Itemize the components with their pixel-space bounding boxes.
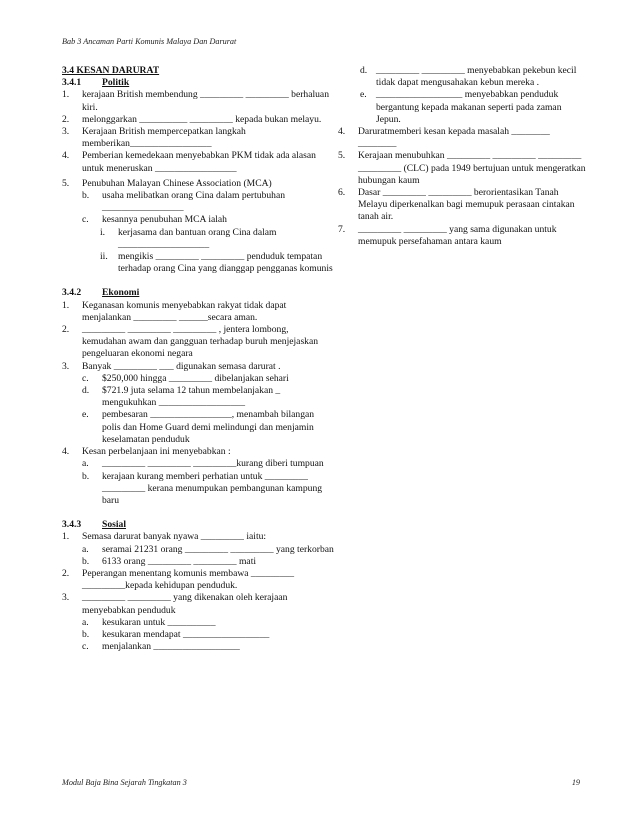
list-item: 4. Kesan perbelanjaan ini menyebabkan : [62, 446, 231, 458]
sub-item: a. seramai 21231 orang _________ _________ yang terkorban [82, 543, 334, 555]
list-item: 2. melonggarkan __________ _________ kepada bukan melayu. [62, 113, 322, 125]
sub-item: a. _________ _________ _________kurang diberi tumpuan [82, 458, 324, 470]
sosial-title: Sosial [102, 519, 126, 531]
right-column [338, 65, 588, 248]
list-item: 1. Semasa darurat banyak nyawa _________ iaitu: [62, 531, 267, 543]
list-item: 2. Peperangan menentang komunis membawa _________ _________kepada kehidupan penduduk. [62, 567, 295, 592]
list-item: 4. Pemberian kemedekaan menyebabkan PKM tidak ada alasan untuk meneruskan _________________ [62, 150, 316, 174]
ekonomi-number: 3.4.2 [62, 287, 82, 299]
politik-title: Politik [102, 77, 130, 89]
list-item: 1. Keganasan komunis menyebabkan rakyat tidak dapat menjalankan _________ ______secara aman. [62, 299, 287, 323]
section-title: 3.4 KESAN DARURAT [62, 65, 160, 76]
sub-item: b. 6133 orang _________ _________ mati [82, 555, 257, 567]
list-item: 3. Kerajaan British mempercepatkan langkah memberikan_________________ [62, 126, 246, 150]
sub-item: c. kesannya penubuhan MCA ialah [82, 214, 227, 226]
list-item: 1. kerajaan British membendung _________ _________ berhaluan kiri. [62, 89, 329, 113]
list-item: 6. Dasar _________ _________ berorientasikan Tanah Melayu diperkenalkan bagi memupuk perasaan cintakan tanah air. [338, 187, 575, 223]
politik-number: 3.4.1 [62, 77, 82, 89]
list-item: 4. Daruratmemberi kesan kepada masalah ________ ________ [338, 126, 550, 150]
sub-item: c. $250,000 hingga _________ dibelanjakan sehari [82, 372, 289, 384]
sub-item: b. kerajaan kurang memberi perhatian untuk _________ _________ kerana menumpukan pembangunan kampung baru [82, 470, 323, 506]
sub-item: a. kesukaran untuk __________ [82, 616, 216, 628]
sub-item: e. __________________ menyebabkan penduduk bergantung kepada makanan seperti pada zaman Jepun. [360, 89, 562, 125]
footer-title: Modul Baja Bina Sejarah Tingkatan 3 [62, 778, 187, 787]
list-item: 2. _________ _________ _________ , jentera lombong, kemudahan awam dan gangguan terhadap buruh menjejaskan pengeluaran ekonomi negara [62, 324, 319, 360]
ekonomi-heading [62, 287, 334, 299]
page-number: 19 [571, 778, 580, 787]
list-item: 3. Banyak _________ ___ digunakan semasa darurat . [62, 360, 281, 372]
sub-item: d. _________ _________ menyebabkan pekebun kecil tidak dapat mengusahakan kebun mereka . [360, 65, 577, 89]
list-item: 7. _________ _________ yang sama digunakan untuk memupuk persefahaman antara kaum [338, 223, 557, 247]
sosial-heading [62, 519, 334, 531]
list-item: 3. _________ _________ yang dikenakan oleh kerajaan menyebabkan penduduk [62, 592, 288, 616]
left-column [62, 65, 334, 653]
sub-item: d. $721.9 juta selama 12 tahun membelanjakan _ mengukuhkan __________________ [82, 385, 281, 409]
sub-item: e. pembesaran _________________, menambah bilangan polis dan Home Guard demi melindungi dan menjamin keselamatan penduduk [82, 409, 315, 445]
ekonomi-title: Ekonomi [102, 287, 140, 299]
list-item: 5. Kerajaan menubuhkan _________ _________ _________ _________ (CLC) pada 1949 bertujuan untuk mengeratkan hubungan kaum [338, 150, 586, 186]
roman-item: ii. mengikis _________ _________ penduduk tempatan terhadap orang Cina yang dianggap pengganas komunis [100, 251, 333, 275]
list-item: 5. Penubuhan Malayan Chinese Association (MCA) [62, 177, 272, 189]
sub-item: c. menjalankan __________________ [82, 641, 240, 653]
page-footer [62, 778, 580, 787]
sub-item: b. usaha melibatkan orang Cina dalam pertubuhan _________________ [82, 190, 286, 214]
page-header: Bab 3 Ancaman Parti Komunis Malaya Dan Darurat [62, 37, 237, 46]
politik-heading [62, 77, 334, 89]
sub-item: b. kesukaran mendapat __________________ [82, 628, 270, 640]
sosial-number: 3.4.3 [62, 519, 82, 531]
roman-item: i. kerjasama dan bantuan orang Cina dalam ___________________ [100, 226, 277, 250]
